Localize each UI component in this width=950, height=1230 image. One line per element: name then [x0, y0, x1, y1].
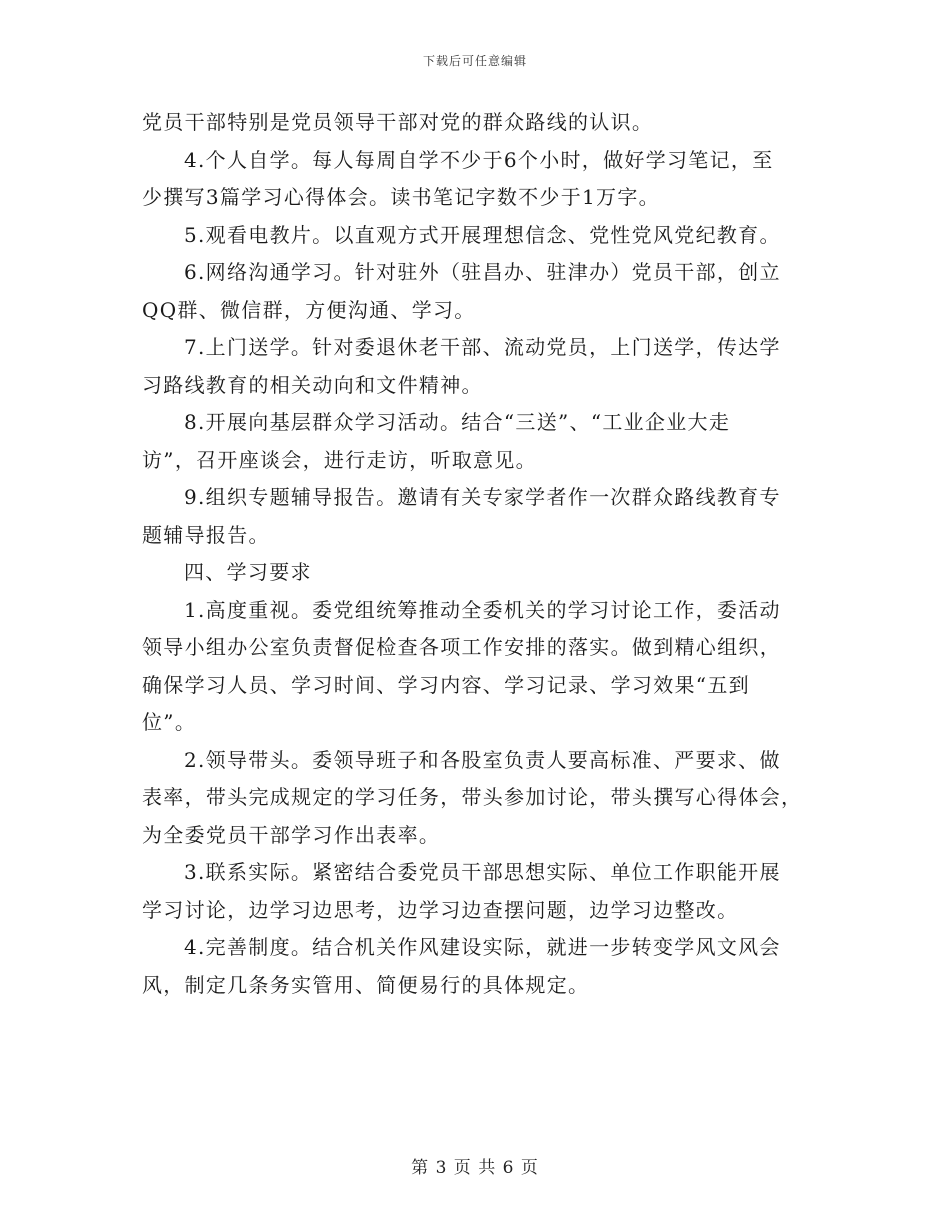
- paragraph-line: 党员干部特别是党员领导干部对党的群众路线的认识。: [142, 110, 654, 134]
- page-footer: 第 3 页 共 6 页: [411, 1158, 539, 1178]
- paragraph-line: 少撰写3篇学习心得体会。读书笔记字数不少于1万字。: [142, 185, 660, 209]
- paragraph-line: 领导小组办公室负责督促检查各项工作安排的落实。做到精心组织，: [142, 635, 781, 659]
- paragraph-line: 5.观看电教片。以直观方式开展理想信念、党性党风党纪教育。: [184, 222, 781, 247]
- paragraph-line: 4.完善制度。结合机关作风建设实际，就进一步转变学风文风会: [184, 935, 781, 959]
- paragraph-line: 风，制定几条务实管用、简便易行的具体规定。: [142, 972, 590, 997]
- paragraph-line: 9.组织专题辅导报告。邀请有关专家学者作一次群众路线教育专: [184, 485, 781, 509]
- paragraph-line: 7.上门送学。针对委退休老干部、流动党员，上门送学，传达学: [184, 335, 781, 359]
- paragraph-line: 题辅导报告。: [142, 522, 270, 547]
- paragraph-line: 3.联系实际。紧密结合委党员干部思想实际、单位工作职能开展: [184, 860, 781, 884]
- section-heading: 四、学习要求: [184, 560, 312, 584]
- paragraph-line: 1.高度重视。委党组统筹推动全委机关的学习讨论工作，委活动: [184, 597, 781, 622]
- paragraph-line: 位”。: [142, 710, 197, 734]
- paragraph-line: 习路线教育的相关动向和文件精神。: [142, 372, 483, 397]
- paragraph-line: 学习讨论，边学习边思考，边学习边查摆问题，边学习边整改。: [142, 897, 739, 922]
- paragraph-line: 6.网络沟通学习。针对驻外（驻昌办、驻津办）党员干部，创立: [184, 260, 781, 284]
- paragraph-line: 访”，召开座谈会，进行走访，听取意见。: [142, 447, 537, 472]
- paragraph-line: 表率，带头完成规定的学习任务，带头参加讨论，带头撰写心得体会，: [142, 785, 803, 809]
- paragraph-line: 4.个人自学。每人每周自学不少于6个小时，做好学习笔记，至: [184, 147, 774, 172]
- document-body: [142, 104, 810, 1004]
- paragraph-line: 8.开展向基层群众学习活动。结合“三送”、“工业企业大走: [184, 410, 731, 434]
- paragraph-line: 为全委党员干部学习作出表率。: [142, 822, 441, 847]
- page-header: 下载后可任意编辑: [422, 54, 527, 68]
- paragraph-line: QQ群、微信群，方便沟通、学习。: [142, 297, 476, 322]
- paragraph-line: 2.领导带头。委领导班子和各股室负责人要高标准、严要求、做: [184, 747, 781, 772]
- paragraph-line: 确保学习人员、学习时间、学习内容、学习记录、学习效果“五到: [142, 672, 750, 697]
